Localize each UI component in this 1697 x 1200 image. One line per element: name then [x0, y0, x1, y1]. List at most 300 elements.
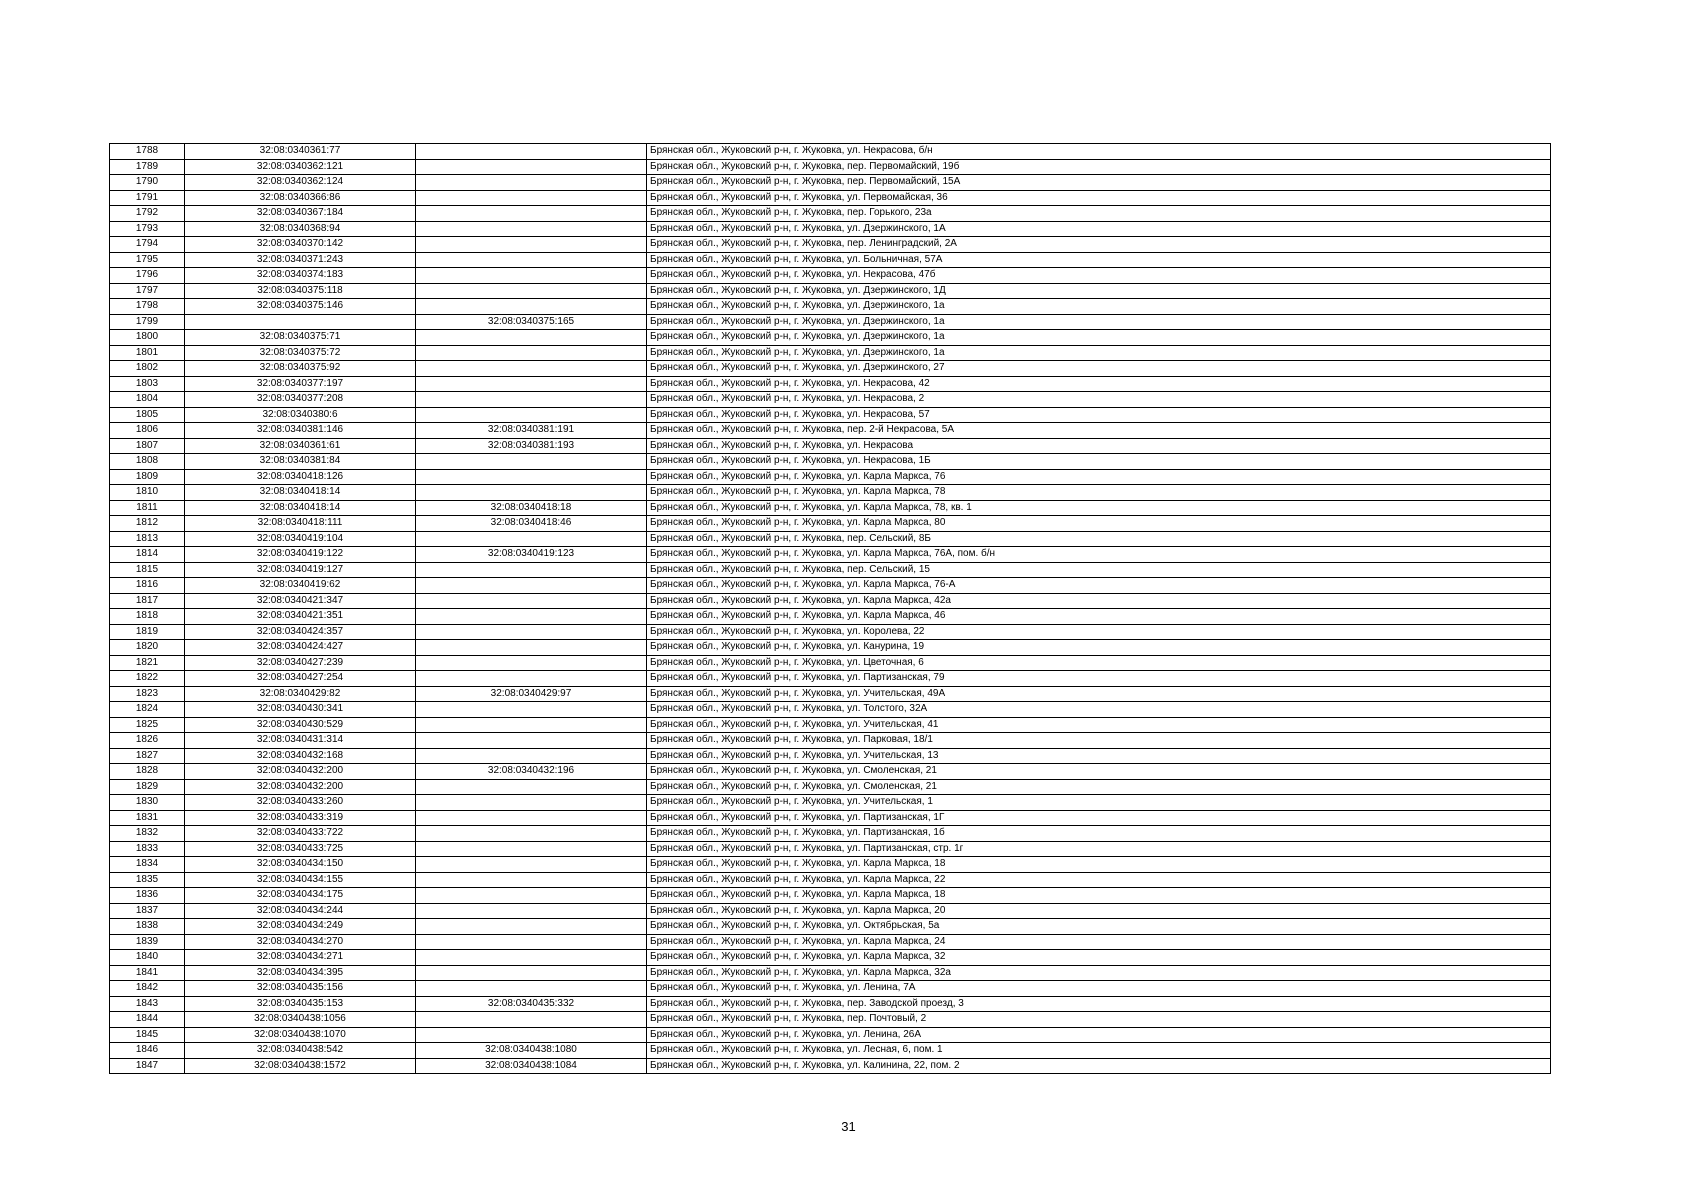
row-number-cell: 1809 — [110, 469, 185, 485]
table-row — [110, 547, 1551, 563]
table-row — [110, 965, 1551, 981]
cadastral-number-cell: 32:08:0340429:82 — [185, 686, 416, 702]
secondary-cadastral-number-cell — [416, 872, 647, 888]
address-cell: Брянская обл., Жуковский р-н, г. Жуковка, ул. Карла Маркса, 32а — [647, 965, 1551, 981]
secondary-cadastral-number-cell — [416, 206, 647, 222]
page-number: 31 — [841, 1119, 856, 1134]
table-row — [110, 438, 1551, 454]
table-row — [110, 702, 1551, 718]
table-row — [110, 330, 1551, 346]
address-cell: Брянская обл., Жуковский р-н, г. Жуковка, ул. Карла Маркса, 20 — [647, 903, 1551, 919]
table-row — [110, 1043, 1551, 1059]
secondary-cadastral-number-cell — [416, 1027, 647, 1043]
address-cell: Брянская обл., Жуковский р-н, г. Жуковка, ул. Парковая, 18/1 — [647, 733, 1551, 749]
table-row — [110, 578, 1551, 594]
row-number-cell: 1808 — [110, 454, 185, 470]
cadastral-number-cell: 32:08:0340380:6 — [185, 407, 416, 423]
cadastral-number-cell: 32:08:0340377:208 — [185, 392, 416, 408]
cadastral-number-cell: 32:08:0340371:243 — [185, 252, 416, 268]
secondary-cadastral-number-cell — [416, 144, 647, 160]
row-number-cell: 1801 — [110, 345, 185, 361]
row-number-cell: 1838 — [110, 919, 185, 935]
table-row — [110, 981, 1551, 997]
cadastral-number-cell: 32:08:0340377:197 — [185, 376, 416, 392]
row-number-cell: 1824 — [110, 702, 185, 718]
cadastral-number-cell: 32:08:0340438:1572 — [185, 1058, 416, 1074]
secondary-cadastral-number-cell — [416, 965, 647, 981]
address-cell: Брянская обл., Жуковский р-н, г. Жуковка, ул. Калинина, 22, пом. 2 — [647, 1058, 1551, 1074]
table-row — [110, 1027, 1551, 1043]
cadastral-number-cell: 32:08:0340419:127 — [185, 562, 416, 578]
row-number-cell: 1804 — [110, 392, 185, 408]
secondary-cadastral-number-cell: 32:08:0340418:18 — [416, 500, 647, 516]
secondary-cadastral-number-cell — [416, 190, 647, 206]
table-row — [110, 562, 1551, 578]
row-number-cell: 1831 — [110, 810, 185, 826]
table-row — [110, 841, 1551, 857]
cadastral-number-cell — [185, 314, 416, 330]
secondary-cadastral-number-cell — [416, 1012, 647, 1028]
row-number-cell: 1830 — [110, 795, 185, 811]
address-cell: Брянская обл., Жуковский р-н, г. Жуковка, ул. Некрасова, б/н — [647, 144, 1551, 160]
cadastral-number-cell: 32:08:0340381:146 — [185, 423, 416, 439]
row-number-cell: 1789 — [110, 159, 185, 175]
cadastral-number-cell: 32:08:0340433:722 — [185, 826, 416, 842]
registry-table — [109, 143, 1551, 1074]
address-cell: Брянская обл., Жуковский р-н, г. Жуковка, ул. Дзержинского, 1а — [647, 299, 1551, 315]
address-cell: Брянская обл., Жуковский р-н, г. Жуковка, пер. 2-й Некрасова, 5А — [647, 423, 1551, 439]
cadastral-number-cell: 32:08:0340370:142 — [185, 237, 416, 253]
table-row — [110, 826, 1551, 842]
row-number-cell: 1835 — [110, 872, 185, 888]
address-cell: Брянская обл., Жуковский р-н, г. Жуковка, ул. Дзержинского, 1а — [647, 314, 1551, 330]
row-number-cell: 1840 — [110, 950, 185, 966]
secondary-cadastral-number-cell — [416, 345, 647, 361]
row-number-cell: 1798 — [110, 299, 185, 315]
cadastral-number-cell: 32:08:0340374:183 — [185, 268, 416, 284]
secondary-cadastral-number-cell — [416, 934, 647, 950]
secondary-cadastral-number-cell — [416, 299, 647, 315]
table-row — [110, 237, 1551, 253]
table-row — [110, 748, 1551, 764]
row-number-cell: 1820 — [110, 640, 185, 656]
table-row — [110, 686, 1551, 702]
secondary-cadastral-number-cell — [416, 888, 647, 904]
address-cell: Брянская обл., Жуковский р-н, г. Жуковка, ул. Ленина, 7А — [647, 981, 1551, 997]
cadastral-number-cell: 32:08:0340430:341 — [185, 702, 416, 718]
row-number-cell: 1796 — [110, 268, 185, 284]
table-row — [110, 283, 1551, 299]
cadastral-number-cell: 32:08:0340433:725 — [185, 841, 416, 857]
address-cell: Брянская обл., Жуковский р-н, г. Жуковка, пер. Почтовый, 2 — [647, 1012, 1551, 1028]
row-number-cell: 1816 — [110, 578, 185, 594]
address-cell: Брянская обл., Жуковский р-н, г. Жуковка, ул. Карла Маркса, 80 — [647, 516, 1551, 532]
table-row — [110, 810, 1551, 826]
address-cell: Брянская обл., Жуковский р-н, г. Жуковка, ул. Смоленская, 21 — [647, 779, 1551, 795]
table-row — [110, 159, 1551, 175]
table-row — [110, 733, 1551, 749]
cadastral-number-cell: 32:08:0340424:427 — [185, 640, 416, 656]
row-number-cell: 1839 — [110, 934, 185, 950]
address-cell: Брянская обл., Жуковский р-н, г. Жуковка, ул. Партизанская, 1Г — [647, 810, 1551, 826]
row-number-cell: 1810 — [110, 485, 185, 501]
cadastral-number-cell: 32:08:0340433:260 — [185, 795, 416, 811]
row-number-cell: 1822 — [110, 671, 185, 687]
cadastral-number-cell: 32:08:0340438:1070 — [185, 1027, 416, 1043]
address-cell: Брянская обл., Жуковский р-н, г. Жуковка, ул. Карла Маркса, 22 — [647, 872, 1551, 888]
table-row — [110, 779, 1551, 795]
table-row — [110, 624, 1551, 640]
secondary-cadastral-number-cell: 32:08:0340435:332 — [416, 996, 647, 1012]
secondary-cadastral-number-cell — [416, 748, 647, 764]
secondary-cadastral-number-cell — [416, 810, 647, 826]
cadastral-number-cell: 32:08:0340366:86 — [185, 190, 416, 206]
cadastral-number-cell: 32:08:0340375:71 — [185, 330, 416, 346]
address-cell: Брянская обл., Жуковский р-н, г. Жуковка, ул. Карла Маркса, 76А, пом. б/н — [647, 547, 1551, 563]
cadastral-number-cell: 32:08:0340427:254 — [185, 671, 416, 687]
cadastral-number-cell: 32:08:0340438:1056 — [185, 1012, 416, 1028]
cadastral-number-cell: 32:08:0340434:155 — [185, 872, 416, 888]
cadastral-number-cell: 32:08:0340434:175 — [185, 888, 416, 904]
address-cell: Брянская обл., Жуковский р-н, г. Жуковка, ул. Учительская, 13 — [647, 748, 1551, 764]
secondary-cadastral-number-cell — [416, 221, 647, 237]
cadastral-number-cell: 32:08:0340431:314 — [185, 733, 416, 749]
table-row — [110, 299, 1551, 315]
row-number-cell: 1815 — [110, 562, 185, 578]
table-row — [110, 221, 1551, 237]
secondary-cadastral-number-cell — [416, 624, 647, 640]
cadastral-number-cell: 32:08:0340418:111 — [185, 516, 416, 532]
row-number-cell: 1825 — [110, 717, 185, 733]
row-number-cell: 1832 — [110, 826, 185, 842]
secondary-cadastral-number-cell — [416, 159, 647, 175]
table-row — [110, 500, 1551, 516]
address-cell: Брянская обл., Жуковский р-н, г. Жуковка, пер. Сельский, 8Б — [647, 531, 1551, 547]
secondary-cadastral-number-cell — [416, 717, 647, 733]
table-row — [110, 175, 1551, 191]
address-cell: Брянская обл., Жуковский р-н, г. Жуковка, ул. Карла Маркса, 42а — [647, 593, 1551, 609]
secondary-cadastral-number-cell — [416, 392, 647, 408]
address-cell: Брянская обл., Жуковский р-н, г. Жуковка, ул. Некрасова, 42 — [647, 376, 1551, 392]
address-cell: Брянская обл., Жуковский р-н, г. Жуковка, ул. Октябрьская, 5а — [647, 919, 1551, 935]
table-row — [110, 934, 1551, 950]
table-row — [110, 609, 1551, 625]
cadastral-number-cell: 32:08:0340434:270 — [185, 934, 416, 950]
address-cell: Брянская обл., Жуковский р-н, г. Жуковка, ул. Учительская, 1 — [647, 795, 1551, 811]
cadastral-number-cell: 32:08:0340375:92 — [185, 361, 416, 377]
address-cell: Брянская обл., Жуковский р-н, г. Жуковка, ул. Карла Маркса, 78 — [647, 485, 1551, 501]
address-cell: Брянская обл., Жуковский р-н, г. Жуковка, ул. Больничная, 57А — [647, 252, 1551, 268]
table-row — [110, 252, 1551, 268]
address-cell: Брянская обл., Жуковский р-н, г. Жуковка, ул. Карла Маркса, 78, кв. 1 — [647, 500, 1551, 516]
table-row — [110, 345, 1551, 361]
row-number-cell: 1802 — [110, 361, 185, 377]
secondary-cadastral-number-cell — [416, 330, 647, 346]
row-number-cell: 1842 — [110, 981, 185, 997]
row-number-cell: 1803 — [110, 376, 185, 392]
table-row — [110, 872, 1551, 888]
secondary-cadastral-number-cell — [416, 826, 647, 842]
secondary-cadastral-number-cell — [416, 919, 647, 935]
address-cell: Брянская обл., Жуковский р-н, г. Жуковка, ул. Карла Маркса, 76-А — [647, 578, 1551, 594]
address-cell: Брянская обл., Жуковский р-н, г. Жуковка, ул. Дзержинского, 1а — [647, 345, 1551, 361]
cadastral-number-cell: 32:08:0340418:14 — [185, 500, 416, 516]
cadastral-number-cell: 32:08:0340435:153 — [185, 996, 416, 1012]
row-number-cell: 1806 — [110, 423, 185, 439]
cadastral-number-cell: 32:08:0340375:118 — [185, 283, 416, 299]
secondary-cadastral-number-cell — [416, 562, 647, 578]
row-number-cell: 1807 — [110, 438, 185, 454]
row-number-cell: 1800 — [110, 330, 185, 346]
table-row — [110, 190, 1551, 206]
address-cell: Брянская обл., Жуковский р-н, г. Жуковка, ул. Ленина, 26А — [647, 1027, 1551, 1043]
cadastral-number-cell: 32:08:0340432:200 — [185, 764, 416, 780]
cadastral-number-cell: 32:08:0340434:395 — [185, 965, 416, 981]
cadastral-number-cell: 32:08:0340419:122 — [185, 547, 416, 563]
table-row — [110, 640, 1551, 656]
row-number-cell: 1791 — [110, 190, 185, 206]
table-row — [110, 857, 1551, 873]
secondary-cadastral-number-cell — [416, 640, 647, 656]
cadastral-number-cell: 32:08:0340368:94 — [185, 221, 416, 237]
secondary-cadastral-number-cell — [416, 361, 647, 377]
table-row — [110, 919, 1551, 935]
table-row — [110, 950, 1551, 966]
table-row — [110, 795, 1551, 811]
secondary-cadastral-number-cell: 32:08:0340429:97 — [416, 686, 647, 702]
row-number-cell: 1823 — [110, 686, 185, 702]
cadastral-number-cell: 32:08:0340438:542 — [185, 1043, 416, 1059]
address-cell: Брянская обл., Жуковский р-н, г. Жуковка, пер. Сельский, 15 — [647, 562, 1551, 578]
table-row — [110, 888, 1551, 904]
row-number-cell: 1797 — [110, 283, 185, 299]
row-number-cell: 1843 — [110, 996, 185, 1012]
table-row — [110, 376, 1551, 392]
address-cell: Брянская обл., Жуковский р-н, г. Жуковка, ул. Королева, 22 — [647, 624, 1551, 640]
secondary-cadastral-number-cell — [416, 469, 647, 485]
secondary-cadastral-number-cell: 32:08:0340438:1080 — [416, 1043, 647, 1059]
address-cell: Брянская обл., Жуковский р-н, г. Жуковка, ул. Некрасова, 47б — [647, 268, 1551, 284]
secondary-cadastral-number-cell — [416, 981, 647, 997]
row-number-cell: 1845 — [110, 1027, 185, 1043]
table-row — [110, 1058, 1551, 1074]
secondary-cadastral-number-cell: 32:08:0340375:165 — [416, 314, 647, 330]
cadastral-number-cell: 32:08:0340434:249 — [185, 919, 416, 935]
address-cell: Брянская обл., Жуковский р-н, г. Жуковка, ул. Первомайская, 36 — [647, 190, 1551, 206]
secondary-cadastral-number-cell — [416, 283, 647, 299]
secondary-cadastral-number-cell — [416, 593, 647, 609]
secondary-cadastral-number-cell — [416, 779, 647, 795]
address-cell: Брянская обл., Жуковский р-н, г. Жуковка, ул. Карла Маркса, 46 — [647, 609, 1551, 625]
secondary-cadastral-number-cell: 32:08:0340381:191 — [416, 423, 647, 439]
cadastral-number-cell: 32:08:0340432:200 — [185, 779, 416, 795]
table-row — [110, 516, 1551, 532]
row-number-cell: 1829 — [110, 779, 185, 795]
table-row — [110, 268, 1551, 284]
table-row — [110, 314, 1551, 330]
cadastral-number-cell: 32:08:0340367:184 — [185, 206, 416, 222]
cadastral-number-cell: 32:08:0340361:61 — [185, 438, 416, 454]
cadastral-number-cell: 32:08:0340434:244 — [185, 903, 416, 919]
cadastral-number-cell: 32:08:0340427:239 — [185, 655, 416, 671]
address-cell: Брянская обл., Жуковский р-н, г. Жуковка, ул. Карла Маркса, 24 — [647, 934, 1551, 950]
address-cell: Брянская обл., Жуковский р-н, г. Жуковка, ул. Учительская, 41 — [647, 717, 1551, 733]
table-row — [110, 531, 1551, 547]
table-row — [110, 593, 1551, 609]
address-cell: Брянская обл., Жуковский р-н, г. Жуковка, ул. Дзержинского, 1Д — [647, 283, 1551, 299]
row-number-cell: 1818 — [110, 609, 185, 625]
secondary-cadastral-number-cell: 32:08:0340419:123 — [416, 547, 647, 563]
row-number-cell: 1811 — [110, 500, 185, 516]
secondary-cadastral-number-cell — [416, 671, 647, 687]
address-cell: Брянская обл., Жуковский р-н, г. Жуковка, ул. Дзержинского, 27 — [647, 361, 1551, 377]
row-number-cell: 1844 — [110, 1012, 185, 1028]
row-number-cell: 1821 — [110, 655, 185, 671]
secondary-cadastral-number-cell: 32:08:0340418:46 — [416, 516, 647, 532]
table-row — [110, 717, 1551, 733]
row-number-cell: 1813 — [110, 531, 185, 547]
row-number-cell: 1828 — [110, 764, 185, 780]
address-cell: Брянская обл., Жуковский р-н, г. Жуковка, ул. Партизанская, 79 — [647, 671, 1551, 687]
address-cell: Брянская обл., Жуковский р-н, г. Жуковка, ул. Учительская, 49А — [647, 686, 1551, 702]
table-row — [110, 407, 1551, 423]
address-cell: Брянская обл., Жуковский р-н, г. Жуковка, ул. Дзержинского, 1А — [647, 221, 1551, 237]
row-number-cell: 1827 — [110, 748, 185, 764]
address-cell: Брянская обл., Жуковский р-н, г. Жуковка, ул. Дзержинского, 1а — [647, 330, 1551, 346]
cadastral-number-cell: 32:08:0340434:150 — [185, 857, 416, 873]
cadastral-number-cell: 32:08:0340432:168 — [185, 748, 416, 764]
row-number-cell: 1790 — [110, 175, 185, 191]
address-cell: Брянская обл., Жуковский р-н, г. Жуковка, ул. Некрасова, 2 — [647, 392, 1551, 408]
secondary-cadastral-number-cell — [416, 578, 647, 594]
row-number-cell: 1846 — [110, 1043, 185, 1059]
address-cell: Брянская обл., Жуковский р-н, г. Жуковка, ул. Канурина, 19 — [647, 640, 1551, 656]
table-row — [110, 485, 1551, 501]
registry-table-body — [110, 144, 1551, 1074]
cadastral-number-cell: 32:08:0340419:104 — [185, 531, 416, 547]
cadastral-number-cell: 32:08:0340419:62 — [185, 578, 416, 594]
row-number-cell: 1847 — [110, 1058, 185, 1074]
cadastral-number-cell: 32:08:0340418:126 — [185, 469, 416, 485]
cadastral-number-cell: 32:08:0340421:347 — [185, 593, 416, 609]
address-cell: Брянская обл., Жуковский р-н, г. Жуковка, ул. Некрасова — [647, 438, 1551, 454]
table-row — [110, 1012, 1551, 1028]
secondary-cadastral-number-cell — [416, 252, 647, 268]
address-cell: Брянская обл., Жуковский р-н, г. Жуковка, ул. Лесная, 6, пом. 1 — [647, 1043, 1551, 1059]
row-number-cell: 1812 — [110, 516, 185, 532]
secondary-cadastral-number-cell — [416, 609, 647, 625]
table-row — [110, 996, 1551, 1012]
table-row — [110, 655, 1551, 671]
table-row — [110, 423, 1551, 439]
secondary-cadastral-number-cell — [416, 655, 647, 671]
address-cell: Брянская обл., Жуковский р-н, г. Жуковка, ул. Карла Маркса, 18 — [647, 888, 1551, 904]
address-cell: Брянская обл., Жуковский р-н, г. Жуковка, ул. Партизанская, 1б — [647, 826, 1551, 842]
address-cell: Брянская обл., Жуковский р-н, г. Жуковка, ул. Толстого, 32А — [647, 702, 1551, 718]
cadastral-number-cell: 32:08:0340434:271 — [185, 950, 416, 966]
secondary-cadastral-number-cell — [416, 407, 647, 423]
address-cell: Брянская обл., Жуковский р-н, г. Жуковка, пер. Ленинградский, 2А — [647, 237, 1551, 253]
address-cell: Брянская обл., Жуковский р-н, г. Жуковка, пер. Первомайский, 19б — [647, 159, 1551, 175]
row-number-cell: 1833 — [110, 841, 185, 857]
secondary-cadastral-number-cell — [416, 733, 647, 749]
row-number-cell: 1814 — [110, 547, 185, 563]
row-number-cell: 1794 — [110, 237, 185, 253]
address-cell: Брянская обл., Жуковский р-н, г. Жуковка, пер. Первомайский, 15А — [647, 175, 1551, 191]
secondary-cadastral-number-cell — [416, 454, 647, 470]
row-number-cell: 1836 — [110, 888, 185, 904]
address-cell: Брянская обл., Жуковский р-н, г. Жуковка, ул. Некрасова, 57 — [647, 407, 1551, 423]
cadastral-number-cell: 32:08:0340433:319 — [185, 810, 416, 826]
cadastral-number-cell: 32:08:0340418:14 — [185, 485, 416, 501]
address-cell: Брянская обл., Жуковский р-н, г. Жуковка, ул. Карла Маркса, 76 — [647, 469, 1551, 485]
row-number-cell: 1793 — [110, 221, 185, 237]
row-number-cell: 1805 — [110, 407, 185, 423]
secondary-cadastral-number-cell — [416, 795, 647, 811]
secondary-cadastral-number-cell — [416, 485, 647, 501]
table-row — [110, 671, 1551, 687]
secondary-cadastral-number-cell: 32:08:0340381:193 — [416, 438, 647, 454]
secondary-cadastral-number-cell — [416, 857, 647, 873]
address-cell: Брянская обл., Жуковский р-н, г. Жуковка, пер. Горького, 23а — [647, 206, 1551, 222]
row-number-cell: 1826 — [110, 733, 185, 749]
row-number-cell: 1819 — [110, 624, 185, 640]
address-cell: Брянская обл., Жуковский р-н, г. Жуковка, ул. Некрасова, 1Б — [647, 454, 1551, 470]
cadastral-number-cell: 32:08:0340375:72 — [185, 345, 416, 361]
secondary-cadastral-number-cell — [416, 702, 647, 718]
table-row — [110, 903, 1551, 919]
secondary-cadastral-number-cell — [416, 903, 647, 919]
table-row — [110, 361, 1551, 377]
cadastral-number-cell: 32:08:0340435:156 — [185, 981, 416, 997]
address-cell: Брянская обл., Жуковский р-н, г. Жуковка, ул. Смоленская, 21 — [647, 764, 1551, 780]
address-cell: Брянская обл., Жуковский р-н, г. Жуковка, ул. Партизанская, стр. 1г — [647, 841, 1551, 857]
cadastral-number-cell: 32:08:0340421:351 — [185, 609, 416, 625]
secondary-cadastral-number-cell — [416, 376, 647, 392]
row-number-cell: 1799 — [110, 314, 185, 330]
address-cell: Брянская обл., Жуковский р-н, г. Жуковка, пер. Заводской проезд, 3 — [647, 996, 1551, 1012]
row-number-cell: 1841 — [110, 965, 185, 981]
secondary-cadastral-number-cell — [416, 531, 647, 547]
table-row — [110, 764, 1551, 780]
cadastral-number-cell: 32:08:0340381:84 — [185, 454, 416, 470]
address-cell: Брянская обл., Жуковский р-н, г. Жуковка, ул. Карла Маркса, 32 — [647, 950, 1551, 966]
secondary-cadastral-number-cell — [416, 268, 647, 284]
secondary-cadastral-number-cell — [416, 237, 647, 253]
cadastral-number-cell: 32:08:0340362:121 — [185, 159, 416, 175]
table-row — [110, 454, 1551, 470]
cadastral-number-cell: 32:08:0340362:124 — [185, 175, 416, 191]
table-row — [110, 144, 1551, 160]
address-cell: Брянская обл., Жуковский р-н, г. Жуковка, ул. Цветочная, 6 — [647, 655, 1551, 671]
row-number-cell: 1788 — [110, 144, 185, 160]
row-number-cell: 1795 — [110, 252, 185, 268]
secondary-cadastral-number-cell: 32:08:0340432:196 — [416, 764, 647, 780]
secondary-cadastral-number-cell — [416, 841, 647, 857]
row-number-cell: 1834 — [110, 857, 185, 873]
address-cell: Брянская обл., Жуковский р-н, г. Жуковка, ул. Карла Маркса, 18 — [647, 857, 1551, 873]
row-number-cell: 1817 — [110, 593, 185, 609]
table-row — [110, 392, 1551, 408]
secondary-cadastral-number-cell — [416, 175, 647, 191]
cadastral-number-cell: 32:08:0340424:357 — [185, 624, 416, 640]
table-row — [110, 206, 1551, 222]
table-row — [110, 469, 1551, 485]
cadastral-number-cell: 32:08:0340375:146 — [185, 299, 416, 315]
secondary-cadastral-number-cell: 32:08:0340438:1084 — [416, 1058, 647, 1074]
cadastral-number-cell: 32:08:0340430:529 — [185, 717, 416, 733]
row-number-cell: 1792 — [110, 206, 185, 222]
